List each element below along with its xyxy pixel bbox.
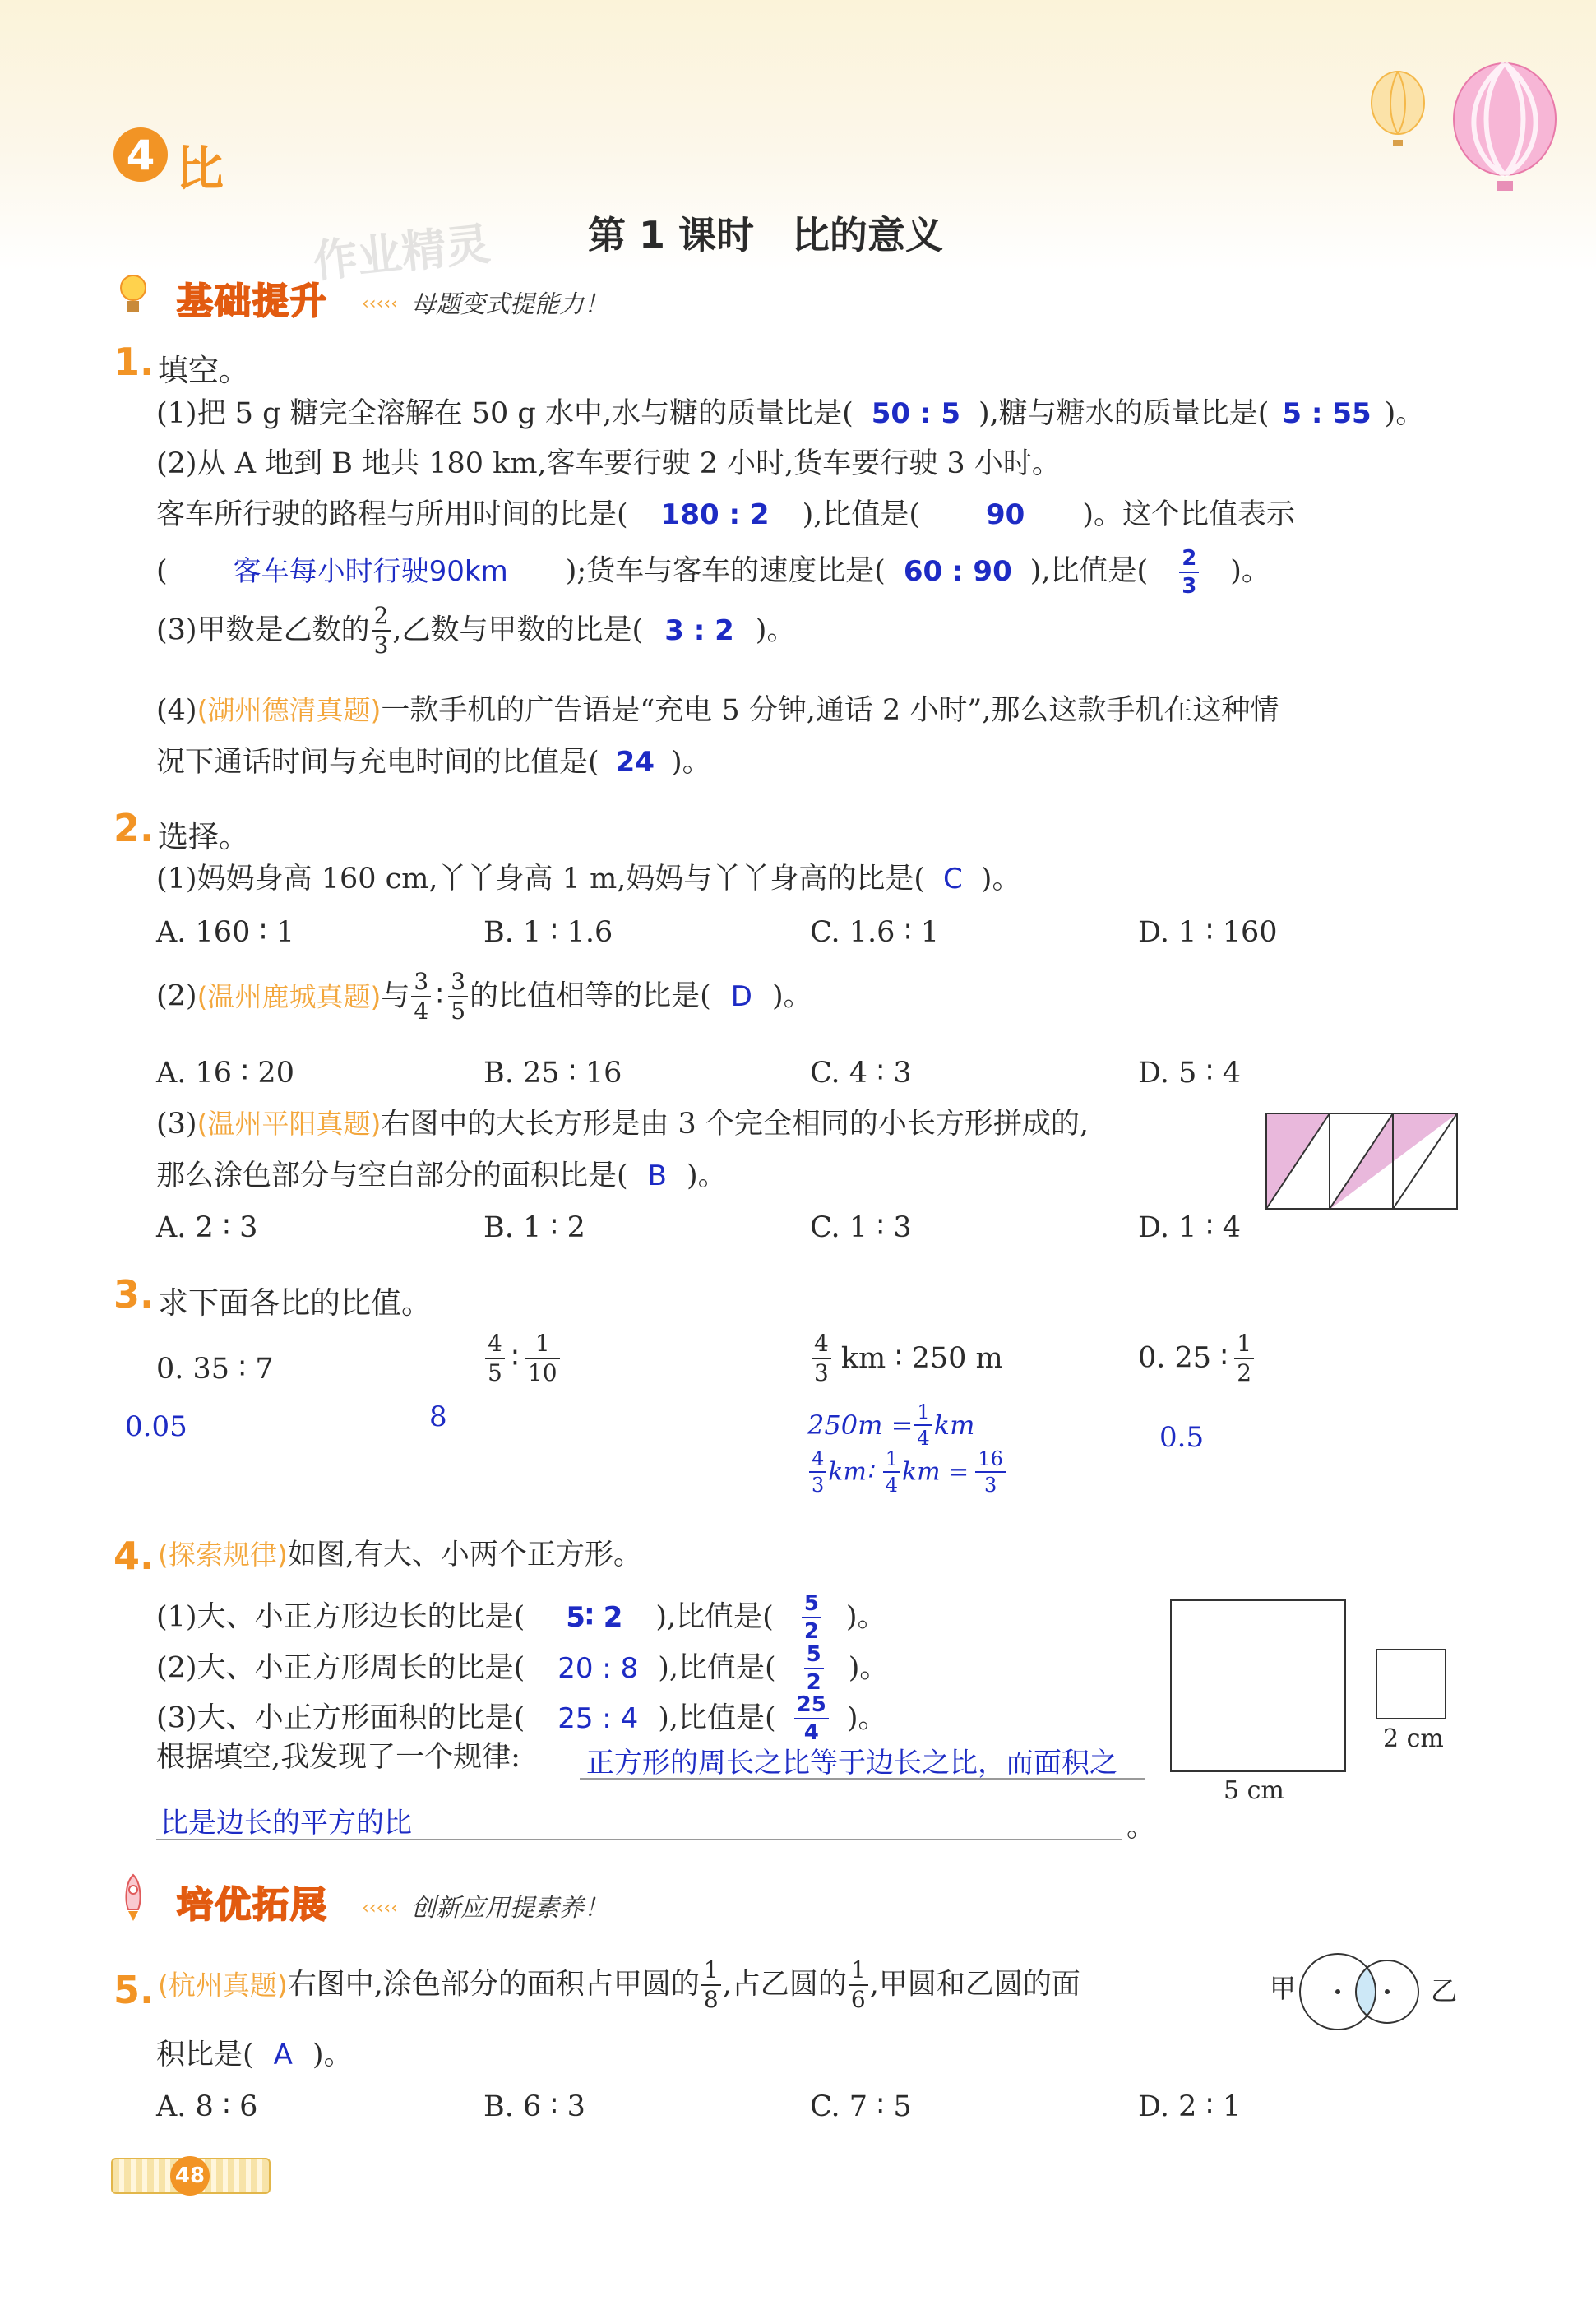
- q2-p2-option-c: C. 4 ∶ 3: [810, 1057, 912, 1090]
- q1-answer-9: 24: [615, 746, 655, 779]
- q4-rule-answer-2: 比是边长的平方的比: [160, 1807, 412, 1840]
- q1-answer-8: 3 : 2: [664, 614, 734, 647]
- q1-part2-line3: ( 客车每小时行驶90km );货车与客车的速度比是( 60 : 90 ),比值是( $\frac{2}{3}$ )。: [156, 546, 1270, 599]
- q5-fraction-1: $\frac{1}{8}$: [701, 1959, 721, 2011]
- q3-answer-2: 8: [429, 1400, 447, 1433]
- q3-answer-1: 0.05: [125, 1410, 187, 1443]
- q2-p3-option-c: C. 1 ∶ 3: [810, 1211, 912, 1244]
- banner-adv-title: 培优拓展: [177, 1884, 328, 1926]
- q4-answer-1: 5∶ 2: [566, 1601, 623, 1634]
- q1-answer-6: 60 : 90: [903, 554, 1012, 588]
- lesson-title: 第 1 课时 比的意义: [588, 213, 944, 257]
- q4-value-2: $\frac{5}{2}$: [804, 1644, 824, 1693]
- q2-source-tag-3: (温州平阳真题): [197, 1108, 382, 1140]
- circle-label-left: 甲: [1270, 1973, 1297, 2004]
- q1-part3: (3)甲数是乙数的 $\frac{2}{3}$ ,乙数与甲数的比是( 3 : 2 )。: [156, 602, 796, 659]
- small-square-label: 2 cm: [1383, 1724, 1444, 1753]
- q1-fraction: $\frac{2}{3}$: [372, 604, 391, 657]
- q1-answer-4: 90: [986, 498, 1025, 531]
- q1-answer-7: $\frac{2}{3}$: [1179, 548, 1199, 597]
- unit-number: 4: [126, 132, 155, 179]
- q4-rule-end: 。: [1126, 1811, 1156, 1844]
- q4-answer-3: 25 : 4: [557, 1702, 639, 1735]
- q1-answer-3: 180 : 2: [660, 498, 770, 531]
- q2-fraction-1: $\frac{3}{4}$: [411, 970, 431, 1023]
- q2-p2-option-d: D. 5 ∶ 4: [1138, 1057, 1241, 1090]
- overlapping-circles: [1297, 1951, 1432, 2033]
- q3-answer-4: 0.5: [1159, 1421, 1205, 1454]
- q1-answer-2: 5 : 55: [1282, 397, 1372, 430]
- q5-answer: A: [273, 2039, 293, 2071]
- unit-title: 比: [176, 141, 224, 197]
- q2-p1-option-a: A. 160 ∶ 1: [156, 916, 294, 949]
- q4-part1: (1)大、小正方形边长的比是( 5∶ 2 ),比值是( $\frac{5}{2}$ )。: [156, 1591, 886, 1644]
- watermark: 作业精灵: [310, 217, 493, 289]
- circle-label-right: 乙: [1431, 1975, 1458, 2006]
- q3-item-4: 0. 25 ∶ $\frac{1}{2}$: [1138, 1332, 1256, 1385]
- rocket-icon: [117, 1873, 150, 1923]
- q2-answer-2: D: [730, 980, 752, 1013]
- banner-adv-slogan: 创新应用提素养！: [411, 1894, 608, 1923]
- q2-part1: (1)妈妈身高 160 cm,丫丫身高 1 m,妈妈与丫丫身高的比是( C )。: [156, 863, 1021, 896]
- q3-number: 3.: [113, 1272, 155, 1317]
- q2-answer-3: B: [647, 1159, 667, 1192]
- q3-answer-3-line2: $\frac{4}{3}$ km∶ $\frac{1}{4}$ km = $\frac{16}{3}$: [807, 1449, 1007, 1495]
- q5-line1: (杭州真题)右图中,涂色部分的面积占甲圆的 $\frac{1}{8}$ ,占乙圆的 $\frac{1}{6}$ ,甲圆和乙圆的面: [158, 1956, 1080, 2013]
- q3-item-2: $\frac{4}{5}$ ∶ $\frac{1}{10}$: [483, 1332, 562, 1385]
- q1-part4-line1: (4)(湖州德清真题)一款手机的广告语是“充电 5 分钟,通话 2 小时”,那么这款手机在这种情: [156, 694, 1279, 727]
- q2-number: 2.: [113, 806, 155, 850]
- banner-basic-slogan: 母题变式提能力！: [411, 290, 608, 319]
- q5-option-d: D. 2 ∶ 1: [1138, 2090, 1241, 2123]
- q5-option-b: B. 6 ∶ 3: [483, 2090, 585, 2123]
- q4-number: 4.: [113, 1534, 155, 1578]
- q2-part2: (2)(温州鹿城真题)与 $\frac{3}{4}$ ∶ $\frac{3}{5}$ 的比值相等的比是( D )。: [156, 968, 812, 1025]
- big-square: [1170, 1599, 1346, 1772]
- q2-p3-option-a: A. 2 ∶ 3: [156, 1211, 258, 1244]
- q5-number: 5.: [113, 1968, 155, 2012]
- q2-p3-option-b: B. 1 ∶ 2: [483, 1211, 585, 1244]
- rectangle-figure: [1265, 1112, 1459, 1210]
- q4-part3: (3)大、小正方形面积的比是( 25 : 4 ),比值是( $\frac{25}{4}$ )。: [156, 1692, 887, 1745]
- q2-p1-option-c: C. 1.6 ∶ 1: [810, 916, 940, 949]
- q4-rule-underline-1: [580, 1778, 1145, 1780]
- big-square-label: 5 cm: [1224, 1776, 1284, 1805]
- q4-source-tag: (探索规律): [158, 1539, 288, 1571]
- q4-header: (探索规律)如图,有大、小两个正方形。: [158, 1539, 642, 1571]
- q4-rule-prefix: 根据填空,我发现了一个规律:: [156, 1741, 520, 1774]
- q4-rule-underline-2: [156, 1839, 1122, 1840]
- q3-item-1: 0. 35 ∶ 7: [156, 1353, 274, 1386]
- q2-fraction-2: $\frac{3}{5}$: [448, 970, 468, 1023]
- q4-answer-2: 20 : 8: [557, 1652, 639, 1685]
- q1-part2-line2: 客车所行驶的路程与所用时间的比是( 180 : 2 ),比值是( 90 )。这个比值表示: [156, 498, 1295, 531]
- q2-answer-1: C: [943, 863, 963, 896]
- lightbulb-icon: [117, 271, 150, 317]
- q3-title: 求下面各比的比值。: [158, 1285, 432, 1321]
- q5-option-c: C. 7 ∶ 5: [810, 2090, 912, 2123]
- q5-source-tag: (杭州真题): [158, 1969, 288, 2002]
- q4-value-1: $\frac{5}{2}$: [802, 1593, 821, 1642]
- q4-value-3: $\frac{25}{4}$: [794, 1694, 829, 1743]
- q1-part4-line2: 况下通话时间与充电时间的比值是( 24 )。: [156, 746, 711, 779]
- banner-basic-title: 基础提升: [177, 280, 328, 322]
- q1-source-tag: (湖州德清真题): [197, 694, 382, 726]
- q1-number: 1.: [113, 340, 155, 384]
- q2-part3-line1: (3)(温州平阳真题)右图中的大长方形是由 3 个完全相同的小长方形拼成的,: [156, 1108, 1089, 1141]
- q2-p1-option-d: D. 1 ∶ 160: [1138, 916, 1278, 949]
- q4-part2: (2)大、小正方形周长的比是( 20 : 8 ),比值是( $\frac{5}{2}$ )。: [156, 1642, 889, 1695]
- q3-item-3: $\frac{4}{3}$ km ∶ 250 m: [810, 1332, 1003, 1385]
- q2-p2-option-b: B. 25 ∶ 16: [483, 1057, 622, 1090]
- small-square: [1376, 1649, 1446, 1719]
- chevrons-icon-2: ‹‹‹‹‹: [362, 1898, 398, 1919]
- q1-part2-line1: (2)从 A 地到 B 地共 180 km,客车要行驶 2 小时,货车要行驶 3 小时。: [156, 447, 1061, 480]
- q4-rule-answer-1: 正方形的周长之比等于边长之比，而面积之: [586, 1747, 1117, 1780]
- q1-answer-5: 客车每小时行驶90km: [233, 554, 508, 588]
- q1-part1: (1)把 5 g 糖完全溶解在 50 g 水中,水与糖的质量比是( 50 : 5 ),糖与糖水的质量比是( 5 : 55 )。: [156, 397, 1425, 430]
- page-number: 48: [174, 2164, 206, 2188]
- q5-line2: 积比是( A )。: [156, 2039, 353, 2071]
- q3-answer-3-line1: 250m = $\frac{1}{4}$ km: [807, 1400, 975, 1450]
- q2-part3-line2: 那么涂色部分与空白部分的面积比是( B )。: [156, 1159, 727, 1192]
- q2-title: 选择。: [158, 819, 249, 854]
- q2-p1-option-b: B. 1 ∶ 1.6: [483, 916, 613, 949]
- balloon-icon: [1357, 58, 1571, 206]
- q2-p3-option-d: D. 1 ∶ 4: [1138, 1211, 1241, 1244]
- q1-title: 填空。: [158, 353, 249, 388]
- q1-answer-1: 50 : 5: [871, 397, 960, 430]
- q5-option-a: A. 8 ∶ 6: [156, 2090, 258, 2123]
- q2-p2-option-a: A. 16 ∶ 20: [156, 1057, 294, 1090]
- q5-fraction-2: $\frac{1}{6}$: [849, 1959, 868, 2011]
- chevrons-icon: ‹‹‹‹‹: [362, 294, 398, 314]
- q2-source-tag-2: (温州鹿城真题): [197, 980, 382, 1013]
